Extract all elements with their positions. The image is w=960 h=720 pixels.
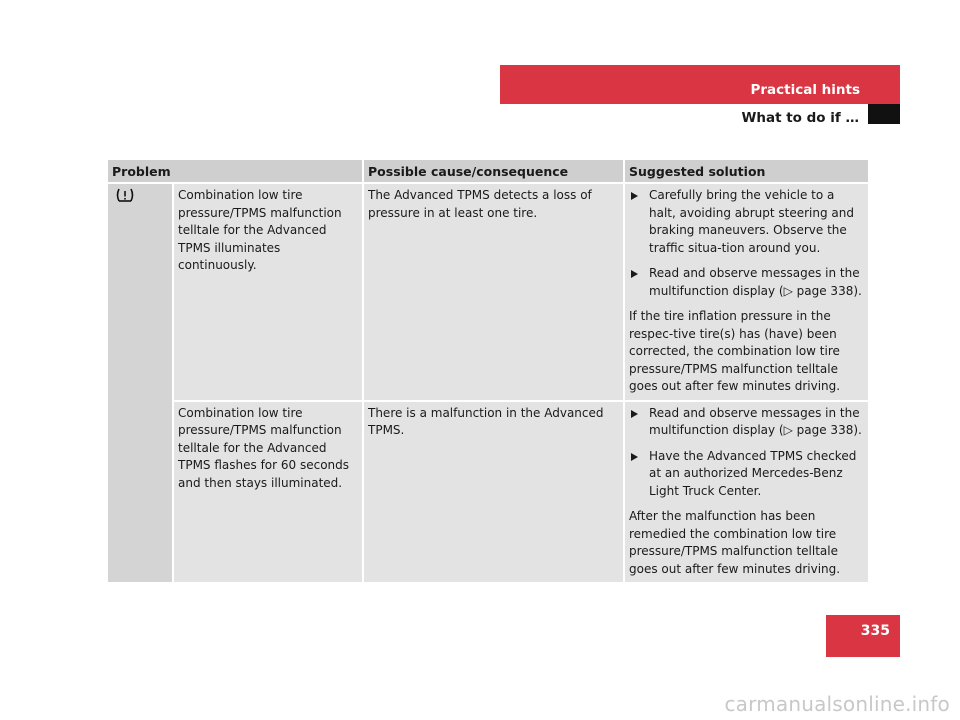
- section-header-bar: [500, 65, 900, 104]
- column-header-problem: Problem: [108, 160, 362, 182]
- solution-cell: [625, 184, 868, 400]
- table-header-row: [108, 160, 868, 182]
- solution-note: If the tire inflation pressure in the respec-tive tire(s) has (have) been corrected, the combination low tire pressure/TPMS malfunction telltale goes out after few minutes driving.: [629, 309, 841, 393]
- page-number: 335: [860, 623, 890, 639]
- column-header-cause: Possible cause/consequence: [364, 160, 623, 182]
- solution-note: After the malfunction has been remedied the combination low tire pressure/TPMS malfunction telltale goes out after few minutes driving.: [629, 509, 841, 576]
- problem-cell: Combination low tire pressure/TPMS malfunction telltale for the Advanced TPMS flashes for 60 seconds and then stays illuminated.: [174, 402, 362, 583]
- page-subtitle: What to do if …: [741, 110, 859, 126]
- solution-step: Read and observe messages in the multifunction display (▷ page 338).: [629, 405, 864, 440]
- section-tab-marker: [868, 104, 900, 124]
- tpms-warning-icon: [112, 188, 138, 202]
- cause-cell: The Advanced TPMS detects a loss of pressure in at least one tire.: [364, 184, 623, 400]
- page-number-box: [826, 615, 900, 657]
- column-header-solution: Suggested solution: [625, 160, 868, 182]
- table-row: [108, 402, 868, 583]
- icon-cell: [108, 184, 172, 582]
- solution-cell: [625, 402, 868, 583]
- cause-cell: There is a malfunction in the Advanced TPMS.: [364, 402, 623, 583]
- table-row: [108, 184, 868, 400]
- troubleshooting-table: [106, 158, 870, 584]
- solution-step: Carefully bring the vehicle to a halt, avoiding abrupt steering and braking maneuvers. Observe the traffic situa-tion around you.: [629, 187, 864, 257]
- section-title: Practical hints: [750, 82, 860, 98]
- watermark-text: carmanualsonline.info: [724, 692, 950, 716]
- problem-cell: Combination low tire pressure/TPMS malfunction telltale for the Advanced TPMS illuminates continuously.: [174, 184, 362, 400]
- solution-step: Have the Advanced TPMS checked at an authorized Mercedes-Benz Light Truck Center.: [629, 448, 864, 501]
- solution-step: Read and observe messages in the multifunction display (▷ page 338).: [629, 265, 864, 300]
